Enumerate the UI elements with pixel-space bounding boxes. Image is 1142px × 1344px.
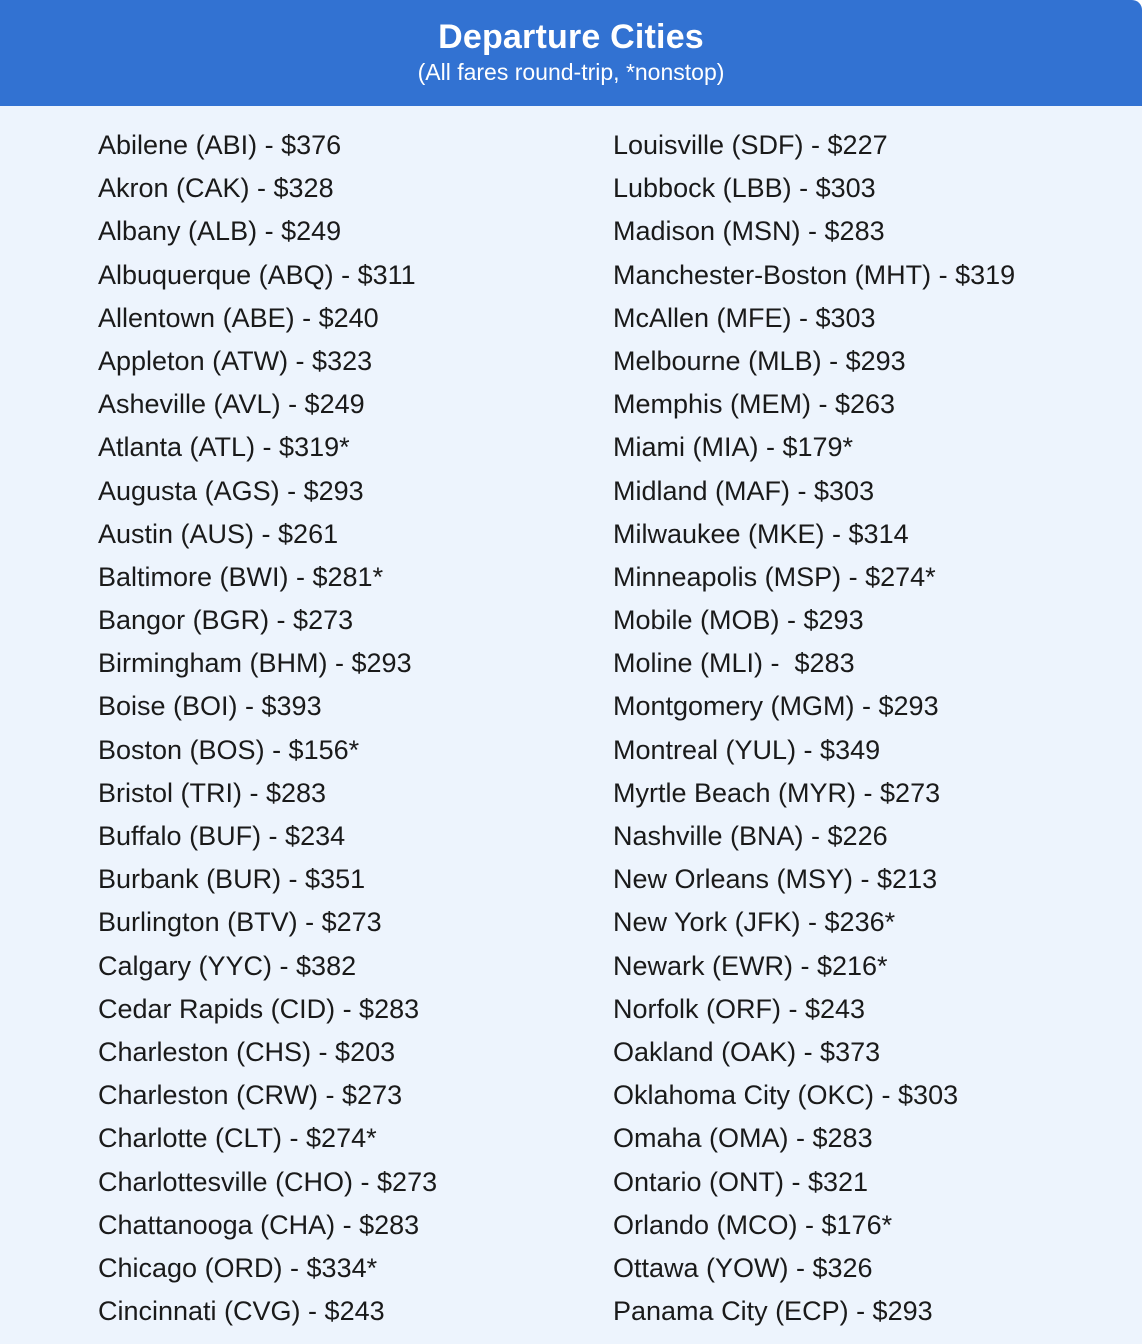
city-fare-item: Louisville (SDF) - $227 (613, 130, 888, 160)
city-fare-item: Albuquerque (ABQ) - $311 (98, 259, 416, 290)
city-fare-item: Birmingham (BHM) - $293 (98, 648, 412, 679)
city-fare-item: Melbourne (MLB) - $293 (613, 345, 906, 376)
city-fare-item: Akron (CAK) - $328 (98, 173, 334, 204)
city-fare-item: Chattanooga (CHA) - $283 (98, 1209, 420, 1240)
city-list-right (613, 124, 1015, 1333)
city-fare-item: Newark (EWR) - $216* (613, 950, 888, 981)
city-fare-item: Oakland (OAK) - $373 (613, 1036, 881, 1067)
city-fare-item: Norfolk (ORF) - $243 (613, 993, 866, 1024)
city-fare-item: Cincinnati (CVG) - $243 (98, 1296, 385, 1327)
city-fare-item: Milwaukee (MKE) - $314 (613, 518, 909, 549)
city-fare-item: McAllen (MFE) - $303 (613, 302, 876, 333)
city-fare-item: Minneapolis (MSP) - $274* (613, 561, 936, 592)
city-fare-item: Cedar Rapids (CID) - $283 (98, 993, 420, 1024)
city-fare-item: Nashville (BNA) - $226 (613, 821, 888, 851)
city-fare-item: Ottawa (YOW) - $326 (613, 1252, 873, 1283)
city-fare-item: Myrtle Beach (MYR) - $273 (613, 777, 941, 808)
panel-title: Departure Cities (438, 18, 704, 56)
city-fare-item: Charlotte (CLT) - $274* (98, 1123, 377, 1154)
panel-header (0, 0, 1142, 106)
city-fare-item: Charleston (CRW) - $273 (98, 1080, 403, 1111)
city-fare-item: Burbank (BUR) - $351 (98, 864, 366, 895)
city-fare-item: Oklahoma City (OKC) - $303 (613, 1080, 959, 1111)
city-fare-item: Charlottesville (CHO) - $273 (98, 1166, 438, 1197)
city-fare-item: Madison (MSN) - $283 (613, 216, 885, 247)
city-fare-item: Orlando (MCO) - $176* (613, 1209, 893, 1240)
city-fare-item: Buffalo (BUF) - $234 (98, 821, 346, 851)
city-fare-item: Appleton (ATW) - $323 (98, 345, 373, 376)
city-list-left (98, 124, 437, 1333)
city-fare-item: Memphis (MEM) - $263 (613, 389, 896, 420)
city-fare-item: Panama City (ECP) - $293 (613, 1296, 933, 1327)
city-fare-item: Charleston (CHS) - $203 (98, 1036, 396, 1067)
city-fare-item: Boise (BOI) - $393 (98, 691, 322, 722)
city-fare-item: Baltimore (BWI) - $281* (98, 561, 384, 592)
city-fare-item: Omaha (OMA) - $283 (613, 1123, 873, 1154)
city-fare-item: Albany (ALB) - $249 (98, 216, 342, 247)
city-fare-item: Abilene (ABI) - $376 (98, 130, 342, 160)
city-fare-item: Burlington (BTV) - $273 (98, 907, 382, 938)
city-fare-item: Calgary (YYC) - $382 (98, 950, 357, 981)
city-fare-item: Manchester-Boston (MHT) - $319 (613, 259, 1016, 290)
city-fare-item: Austin (AUS) - $261 (98, 518, 339, 549)
city-fare-item: New York (JFK) - $236* (613, 907, 896, 938)
city-fare-item: Atlanta (ATL) - $319* (98, 432, 350, 463)
city-fare-item: Lubbock (LBB) - $303 (613, 173, 876, 204)
city-fare-item: Bristol (TRI) - $283 (98, 777, 327, 808)
city-fare-item: Allentown (ABE) - $240 (98, 302, 379, 333)
city-fare-item: Mobile (MOB) - $293 (613, 605, 864, 636)
city-fare-item: New Orleans (MSY) - $213 (613, 864, 938, 895)
city-fare-item: Miami (MIA) - $179* (613, 432, 854, 463)
city-fare-item: Chicago (ORD) - $334* (98, 1252, 378, 1283)
city-fare-item: Bangor (BGR) - $273 (98, 605, 354, 636)
city-fare-item: Midland (MAF) - $303 (613, 475, 875, 506)
panel-subtitle: (All fares round-trip, *nonstop) (417, 59, 725, 85)
city-fare-item: Montreal (YUL) - $349 (613, 734, 881, 765)
city-fare-item: Ontario (ONT) - $321 (613, 1166, 869, 1197)
city-fare-item: Montgomery (MGM) - $293 (613, 691, 939, 722)
city-fare-item: Moline (MLI) - $283 (613, 648, 855, 679)
city-fare-item: Augusta (AGS) - $293 (98, 475, 364, 506)
city-fare-item: Asheville (AVL) - $249 (98, 389, 365, 420)
city-fare-item: Boston (BOS) - $156* (98, 734, 360, 765)
